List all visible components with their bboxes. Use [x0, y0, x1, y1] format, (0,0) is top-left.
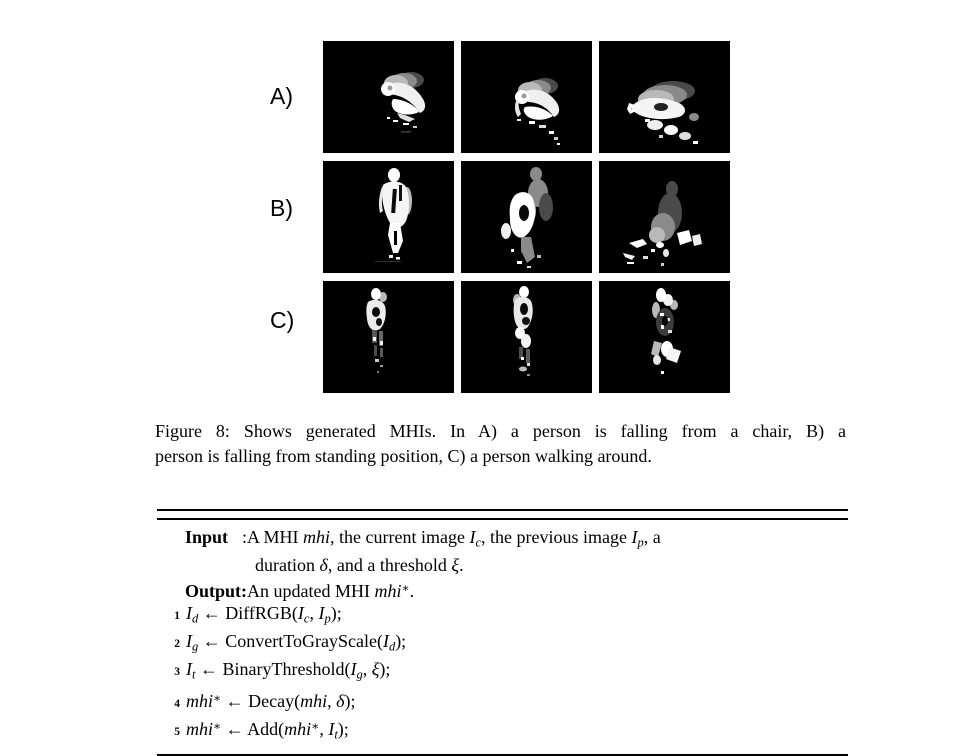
step-text: Ig ← ConvertToGrayScale(Id); — [186, 631, 407, 654]
step-number: 2 — [174, 638, 180, 651]
mhi-image-b2 — [461, 161, 592, 273]
mhi-image-grid — [323, 41, 730, 393]
step-text: mhi∗ ← Decay(mhi, δ); — [186, 690, 356, 711]
algorithm-input-line — [157, 526, 848, 554]
mhi-image-b3 — [599, 161, 730, 273]
step-number: 4 — [174, 697, 180, 710]
input-text-1: A MHI mhi, the current image Ic, the previous image Ip, a — [247, 527, 661, 550]
mhi-image-a2 — [461, 41, 592, 153]
mhi-image-a1 — [323, 41, 454, 153]
figure-caption — [155, 419, 846, 469]
algorithm-block — [157, 509, 848, 756]
input-text-2: duration δ, and a threshold ξ. — [255, 555, 464, 576]
step-number: 5 — [174, 726, 180, 739]
step-number: 3 — [174, 666, 180, 679]
algorithm-step-2 — [157, 630, 848, 658]
mhi-image-b1 — [323, 161, 454, 273]
algorithm-step-5 — [157, 715, 848, 746]
input-label: Input : — [185, 527, 247, 547]
caption-line-2: person is falling from standing position, C) a person walking around. — [155, 446, 652, 466]
figure-row-label-b: B) — [270, 195, 293, 221]
algorithm-input-line-2 — [157, 554, 848, 577]
output-label: Output: — [185, 580, 248, 601]
algorithm-step-1 — [157, 602, 848, 630]
mhi-image-a3 — [599, 41, 730, 153]
algorithm-top-rule — [157, 509, 848, 520]
mhi-image-c1 — [323, 281, 454, 393]
algorithm-step-3 — [157, 658, 848, 686]
algorithm-step-4 — [157, 687, 848, 716]
step-number: 1 — [174, 610, 180, 623]
step-text: mhi∗ ← Add(mhi∗, It); — [186, 719, 349, 742]
caption-line-1: Figure 8: Shows generated MHIs. In A) a person is falling from a chair, B) a — [155, 421, 846, 441]
figure-row-label-a: A) — [270, 83, 293, 109]
mhi-image-c2 — [461, 281, 592, 393]
output-text: An updated MHI mhi∗. — [247, 580, 415, 601]
mhi-image-c3 — [599, 281, 730, 393]
figure-row-label-c: C) — [270, 307, 295, 333]
algorithm-output-line — [157, 577, 848, 603]
step-text: Id ← DiffRGB(Ic, Ip); — [186, 603, 342, 626]
step-text: It ← BinaryThreshold(Ig, ξ); — [186, 659, 391, 682]
